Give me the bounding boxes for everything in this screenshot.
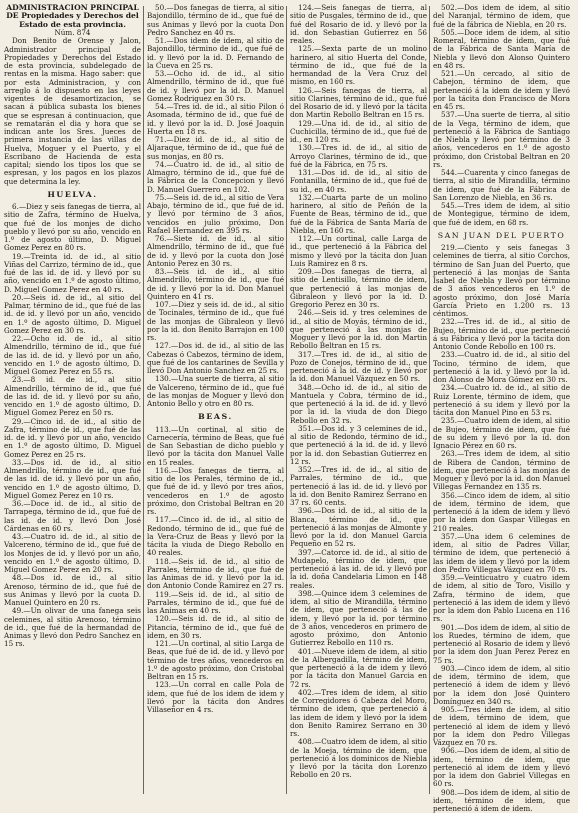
list-item: 246.—Seis id. y tres celemines de id., al sitio de Moyás, término de id., que perteneció á las monjas de Moguer y llevó por la id. don Martin Rebollo Beltran en 15 rs. — [290, 309, 427, 350]
list-item: 131.—Dos id. de id., al sitio de Fontanilla, término de id., que fué de su id., en 40 rs. — [290, 169, 427, 194]
list-item: 33.—Dos id. de id., al sitio Almendrillo, término de id., que fué de las id. de id. y llevó por un año, vencido en 1.º de agosto último, D. Miguel Gomez Perez en 10 rs. — [4, 459, 141, 500]
list-item: 120.—Seis id. de id., al sitio de Pitancia, término de id., que fué de idem, en 30 rs. — [147, 615, 284, 640]
list-item: 124.—Seis fanegas de tierra, al sitio de Pusgales, término de id., que fué del Rosario de id. y llevó por la id. don Sebastian Gutierrez en 56 reales. — [290, 4, 427, 45]
column-3 — [290, 4, 427, 796]
list-item: 357.—Una idem 6 celemines de idem, al sitio de Padres Villar, término de idem, que perteneció á las idem de idem y llevó por la idem don Pedro Villegas Vázquez en 70 rs. — [433, 533, 570, 574]
list-item: 132.—Cuarta parte de un molino harinero, al sitio de Peñón de la Fuente de Beas, término de id., que fué de la Fábrica de Santa María de Niebla, en 160 rs. — [290, 194, 427, 235]
list-item: 112.—Un cortinal, calle Larga de id., que perteneció á la Fábrica del mismo y llevó por la tácita don Juan Luis Ramirez en 8 rs. — [290, 235, 427, 268]
list-item: 130.—Tres id. de id., al sitio de Arroyo Clarines, término de id., que fué de la Fábrica, en 75 rs. — [290, 144, 427, 169]
list-item: 127.—Dos id. de id., al sitio de las Cabezas ó Cabezos, término de idem, que fué de los cantarines de Sevilla y llevó Don Antonio Sanchez en 25 rs. — [147, 342, 284, 375]
list-item: 906.—Dos idem de idem, al sitio de idem, término de idem, que perteneció al idem de idem y llevó por la idem don Gabriel Villegas en 60 rs. — [433, 747, 570, 788]
list-item: 76.—Siete id. de id., al sitio Almendrillo, término de id., que fué de id. y llevó por la cuota don José Antonio Perez en 30 rs. — [147, 235, 284, 268]
notice-intro: Don Benito de Orense y Jalon, Administrador principal de Propiedades y Derechos del Estado de esta provincia, subdelegado de rentas en la misma. Hago saber: que por esta Administracion, y con arreglo á lo dispuesto en las leyes vigentes de desamortizacion, se sacan á pública subasta los bienes que se espresan á continuacion, que se rematarán el dia y hora que se indican ante los Sres. Jueces de primera instancia de las villas de Huelva, Moguer y el Puerto, y el Escribano de Hacienda de esta capital; siendo los tipos los que se espresan, y los pagos en los plazos que determina la ley. — [4, 37, 141, 186]
column-rule — [143, 6, 144, 794]
list-item: 74.—Cuatro id. de id., al sitio de Almagro, término de id., que fué de la Fábrica de la Concepcion y llevó D. Manuel Guerrero en 102. — [147, 161, 284, 194]
list-item: 233.—Cuatro id. de id., al sitio del Tocino, término de idem, que perteneció á la id. y llevó por la id. don Alonso de Mora Gómez en 30 rs. — [433, 351, 570, 384]
list-item: 43.—Cuatro id. de id., al sitio de Valcereno, término de id., que fué de los Monjes de id. y llevó por un año, vencido en 1.º de agosto último, D. Miguel Gomez Perez en 20 rs. — [4, 533, 141, 574]
list-item: 75.—Seis id. de id., al sitio de Vera Abajo, término de id., que fué de id. y llevó por término de 3 años, vencidos en julio próximo, Don Rafael Hernandez en 395 rs. — [147, 194, 284, 235]
column-rule — [286, 6, 287, 794]
list-item: 234.—Cuatro id. de id., al sitio de Ruiz Lorente, término de idem, que perteneció á su idem y llevó por la tácita don Manuel Pino en 53 rs. — [433, 384, 570, 417]
list-item: 83.—Seis id. de id., al sitio Almendrillo, término de id., que fué de id. y llevó por la id. Don Manuel Quintero en 41 rs. — [147, 268, 284, 301]
list-item: 54.—Tres id. de id., al sitio Pilon ó Asomada, término de id., que fué de id. y llevó por la id. D. José Joaquin Huerta en 18 rs. — [147, 103, 284, 136]
list-item: 19.—Treinta id. de id., al sitio Viñas del Carrizo, término de id., que fué de las id. de id. y llevó por su año, vencido en 1.º de agosto último, D. Miguel Gomez Perez en 40 rs. — [4, 253, 141, 294]
list-item: 125.—Sexta parte de un molino harinero, al sitio Huerta del Conde, término de id., que fué de la hermandad de la Vera Cruz del mismo, en 160 rs. — [290, 45, 427, 86]
list-item: 545.—Tres idem de idem, al sitio de Montegigue, término de idem, que fué de idem, en 68 rs. — [433, 202, 570, 227]
list-item: 263.—Tres idem de idem, al sitio de Ribera de Candon, término de idem, que perteneció á las monjas de Moguer y llevó por la id. don Manuel Villegas Fernandez en 135 rs. — [433, 450, 570, 491]
list-item: 401.—Nueve idem de idem, al sitio de la Albergadilla, término de idem, que perteneció á la de idem y llevó por la tácita don Manuel Garcia en 72 rs. — [290, 648, 427, 689]
list-item: 901.—Dos idem de idem, al sitio de los Ruedes, término de idem, que perteneció al Rosario de idem y llevó por la idem don Juan Perez Perez en 75 rs. — [433, 624, 570, 665]
list-item: 113.—Un cortinal, al sitio de Carnecería, término de Beas, que fué de San Sebastian de dicho pueblo y llevó por la tácita don Manuel Valle en 15 reales. — [147, 426, 284, 467]
list-item: 348.—Ocho id. de id., al sitio de Mantuela y Cobra, término de id., que perteneció á la id. de id. y llevó por la id. la viuda de don Diego Rebollo en 32 rs. — [290, 384, 427, 425]
notice-header: ADMINISTRACION PRINCIPAL DE Propiedades y Derechos del Estado de esta provincia. — [4, 4, 141, 29]
list-item: 905.—Tres idem de idem, al sitio de idem, término de idem, que perteneció al idem de idem y llevó por la idem don Pedro Villegas Vázquez en 70 rs. — [433, 706, 570, 747]
list-item: 117.—Cinco id. de id., al sitio de Redondo, término de id., que fué de la Vera-Cruz de Beas y llevó por la tácita la viuda de Diego Rebollo en 40 reales. — [147, 516, 284, 557]
list-item: 22.—Ocho id. de id., al sitio Almendrillo, término de id., que fué de las id. de id. y llevó por un año, vencido en 1.º de agosto último, D. Miguel Gomez Perez en 55 rs. — [4, 335, 141, 376]
list-item: 502.—Dos idem de idem, al sitio del Naranjal, término de idem, que fué de la fábrica de Niebla, en 20 rs. — [433, 4, 570, 29]
list-item: 235.—Cuatro idem de idem, al sitio de Bujeo, término de idem, que fué de su idem y llevó por la id. don Ignacio Pérez en 60 rs. — [433, 417, 570, 450]
list-item: 121.—Un cortinal, al sitio Larga de Beas, que fué de id. de id. y llevó por término de tres años, vencederos en 1.º de agosto próximo, don Cristobal Beltran en 15 rs. — [147, 640, 284, 681]
list-item: 116.—Dos fanegas de tierra, al sitio de los Perales, término de id., que fué de id. y llevó por tres años, vencederos en 1.º de agosto próximo, don Cristobal Beltran en 20 rs. — [147, 467, 284, 517]
list-item: 118.—Seis id. de id., al sitio de Parrales, término de id., que fué de las Animas de id. y llevó por la id. don Antonio Conde Ramirez en 27 rs. — [147, 558, 284, 591]
list-item: 397.—Catorce id. de id., al sitio de Mudapelo, término de idem, que perteneció á las id. de id. y llevó por la id. doña Candelaria Limon en 148 reales. — [290, 549, 427, 590]
list-item: 129.—Una id. de id., al sitio de Cuchicilla, término de id., que fué de id., en 120 rs. — [290, 120, 427, 145]
column-2 — [147, 4, 284, 796]
list-item: 130.—Una suerte de tierra, al sitio de Valcereno, término de id., que fué de las monjas de Moguer y llevó don Antonio Bello y otro en 80 rs. — [147, 375, 284, 408]
list-item: 51.—Dos idem de idem, al sitio de Bajondillo, término de id., que fué de id. y llevó por la id. D. Fernando de la Cueva en 25 rs. — [147, 37, 284, 70]
section-heading: HUELVA. — [4, 191, 141, 199]
section-heading: BEAS. — [147, 413, 284, 421]
list-item: 126.—Seis fanegas de tierra, al sitio Clarines, término de id., que fué del Rosario de id. y llevó por la tácita don Martin Rebollo Beltran en 15 rs. — [290, 87, 427, 120]
list-item: 908.—Dos idem de idem, al sitio de idem, término de idem, que perteneció á idem de idem. — [433, 789, 570, 813]
list-item: 505.—Doce idem de idem, al sitio Romeral, término de idem, que fué de la Fábrica de Santa María de Niebla y llevó don Alonso Quintero en 48 rs. — [433, 29, 570, 70]
list-item: 29.—Cinco id. de id., al sitio de Zafra, término de id., que fué de las id. de id. y llevó por un año, vencido en 1.º de agosto último, D. Miguel Gomez Perez en 25 rs. — [4, 418, 141, 459]
column-rule — [429, 6, 430, 794]
list-item: 402.—Tres idem de idem, al sitio de Corregidores ó Cabeza del Moro, término de idem, que perteneció á las idem de idem y llevó por la idem don Benito Ramirez Serrano en 30 rs. — [290, 689, 427, 739]
column-4 — [433, 4, 570, 796]
list-item: 107.—Diez y seis id. de id., al sitio de Tocinales, término de id., que fué de las monjas de Gibraleon y llevó por la id. don Benito Barrajon en 100 rs. — [147, 301, 284, 342]
list-item: 209.—Dos fanegas de tierra, al sitio de Lentisillo, término de idem, que perteneció á las monjas de Gibraleon y llevó por la id. D. Gregorio Perez en 30 rs. — [290, 268, 427, 309]
list-item: 23.—8 id. de id., al sitio Almendrillo, término de id., que fué de las id. de id. y llevó por su año, vencido en 1.º de agosto último, D. Miguel Gomez Perez en 50 rs. — [4, 376, 141, 417]
list-item: 232.—Tres id. de id., al sitio de Bujeo, término de id., que perteneció á su Fábrica y llevó por la tácita don Antonio Conde Rebollo en 100 rs. — [433, 318, 570, 351]
list-item: 903.—Cinco idem de idem, al sitio de idem, término de idem, que perteneció á idem de idem y llevó por la idem don José Quintero Domínguez en 340 rs. — [433, 665, 570, 706]
list-item: 408.—Cuatro idem de idem, al sitio de la Moeja, término de idem, que perteneció á los dominicos de Niebla y llevó por la tácita don Lorenzo Rebollo en 20 rs. — [290, 738, 427, 779]
notice-number: Núm. 874 — [4, 29, 141, 37]
list-item: 359.—Veinticuatro y cuatro idem de idem, al sitio de Toro, Visillo y Zafra, término de idem, que perteneció á las idem de idem y llevó por la idem don Pablo Lucena en 116 rs. — [433, 574, 570, 624]
list-item: 544.—Cuarenta y cinco fanegas de tierra, al sitio de Mirandilla, término de idem, que fué de la Fábrica de San Lorenzo de Niebla, en 36 rs. — [433, 169, 570, 202]
list-item: 398.—Quince idem 3 celemines de idem, al sitio de Mirandilla, término de idem, que perteneció á las de idem, y llevó por la id. por término de 3 años, vencederos en primero de agosto próximo, don Antonio Gutierrez Rebollo en 110 rs. — [290, 590, 427, 648]
section-heading: SAN JUAN DEL PUERTO — [433, 232, 570, 240]
list-item: 119.—Seis id. de id., al sitio de Parrales, término de id., que fué de las Animas en 40 rs. — [147, 591, 284, 616]
list-item: 219.—Ciento y seis fanegas 3 celemines de tierra, al sitio Corchos, término de San Juan del Puerto, que perteneció á las monjas de Santa Isabel de Niebla y llevó por término de 3 años vencederos en 1.º de agosto próximo, don José María García Prieto en 1.200 rs. 13 céntimos. — [433, 244, 570, 318]
list-item: 36.—Doce id. de id., al sitio de Tarrapega, término de id., que fué de las id. de id. y llevó Don José Cárdenas en 60 rs. — [4, 500, 141, 533]
list-item: 50.—Dos fanegas de tierra, al sitio Bajondillo, término de id., que fué de sus Animas y llevó por la cuota Don Pedro Sanchez en 40 rs. — [147, 4, 284, 37]
list-item: 48.—Dos id. de id., al sitio Arenoso, término de id., que fué de sus Animas y llevó por la cuota D. Manuel Quintero en 20 rs. — [4, 574, 141, 607]
list-item: 537.—Una suerte de tierra, al sitio de la Vega, término de idem, que perteneció á la Fábrica de Santiago de Niebla y llevó por término de 3 años, vencederos en 1.º de agosto próximo, don Cristobal Beltran en 20 rs. — [433, 111, 570, 169]
list-item: 20.—Seis id. de id., al sitio del Palmar, término de id., que fué de las id. de id. y llevó por un año, vencido en 1.º de agosto último, D. Miguel Gomez Perez en 30 rs. — [4, 294, 141, 335]
list-item: 356.—Cinco idem de idem, al sitio de idem, término de idem, que perteneció á la idem de idem y llevó por la idem don Gaspar Villegas en 210 reales. — [433, 492, 570, 533]
list-item: 49.—Un olivar de una fanega seis celemines, al sitio Arenoso, término de id., que fué de la hermandad de Animas y llevó don Pedro Sanchez en 15 rs. — [4, 607, 141, 648]
list-item: 521.—Un cercado, al sitio de Cabejon, término de idem, que perteneció á la idem de idem y llevó por la tácita don Francisco de Mora en 45 rs. — [433, 70, 570, 111]
list-item: 6.—Diez y seis fanegas de tierra, al sitio de Zafra, término de Huelva, que fué de los monjes de dicho pueblo y llevó por su año, vencido en 1.º de agosto último, D. Miguel Gomez Perez en 80 rs. — [4, 203, 141, 253]
list-item: 53.—Ocho id. de id., al sitio Almendrillo, término de id., que fué de id. y llevó por la id. D. Manuel Gomez Rodriguez en 30 rs. — [147, 70, 284, 103]
column-1 — [4, 4, 141, 796]
list-item: 123.—Un corral en calle Pola de idem, que fué de los idem de idem y llevó por la tácita don Andres Villaseñor en 4 rs. — [147, 681, 284, 714]
list-item: 351.—Dos id. y 3 celemines de id., al sitio de Redondo, término de id., que perteneció á la id. de id. y llevó por la id. don Sebastian Gutierrez en 12 rs. — [290, 425, 427, 466]
list-item: 396.—Dos id. de id., al sitio de la Blanca, término de id., que perteneció á las monjas de Almonte y llevó por la id. don Manuel Garcia Pequeño en 52 rs. — [290, 507, 427, 548]
list-item: 352.—Tres id. de id., al sitio de Parrales, término de id., que perteneció á las id. de id. y llevó por la id. don Benito Ramirez Serrano en 37 rs. 60 cents. — [290, 466, 427, 507]
list-item: 317.—Tres id. de id., al sitio de Pozo de Conejos, término de id., que perteneció á la id. de id. y llevó por la id. don Manuel Vázquez en 50 rs. — [290, 351, 427, 384]
list-item: 71.—Diez id. de id., al sitio de Aljaraque, término de id., que fué de sus monjas, en 80 rs. — [147, 136, 284, 161]
